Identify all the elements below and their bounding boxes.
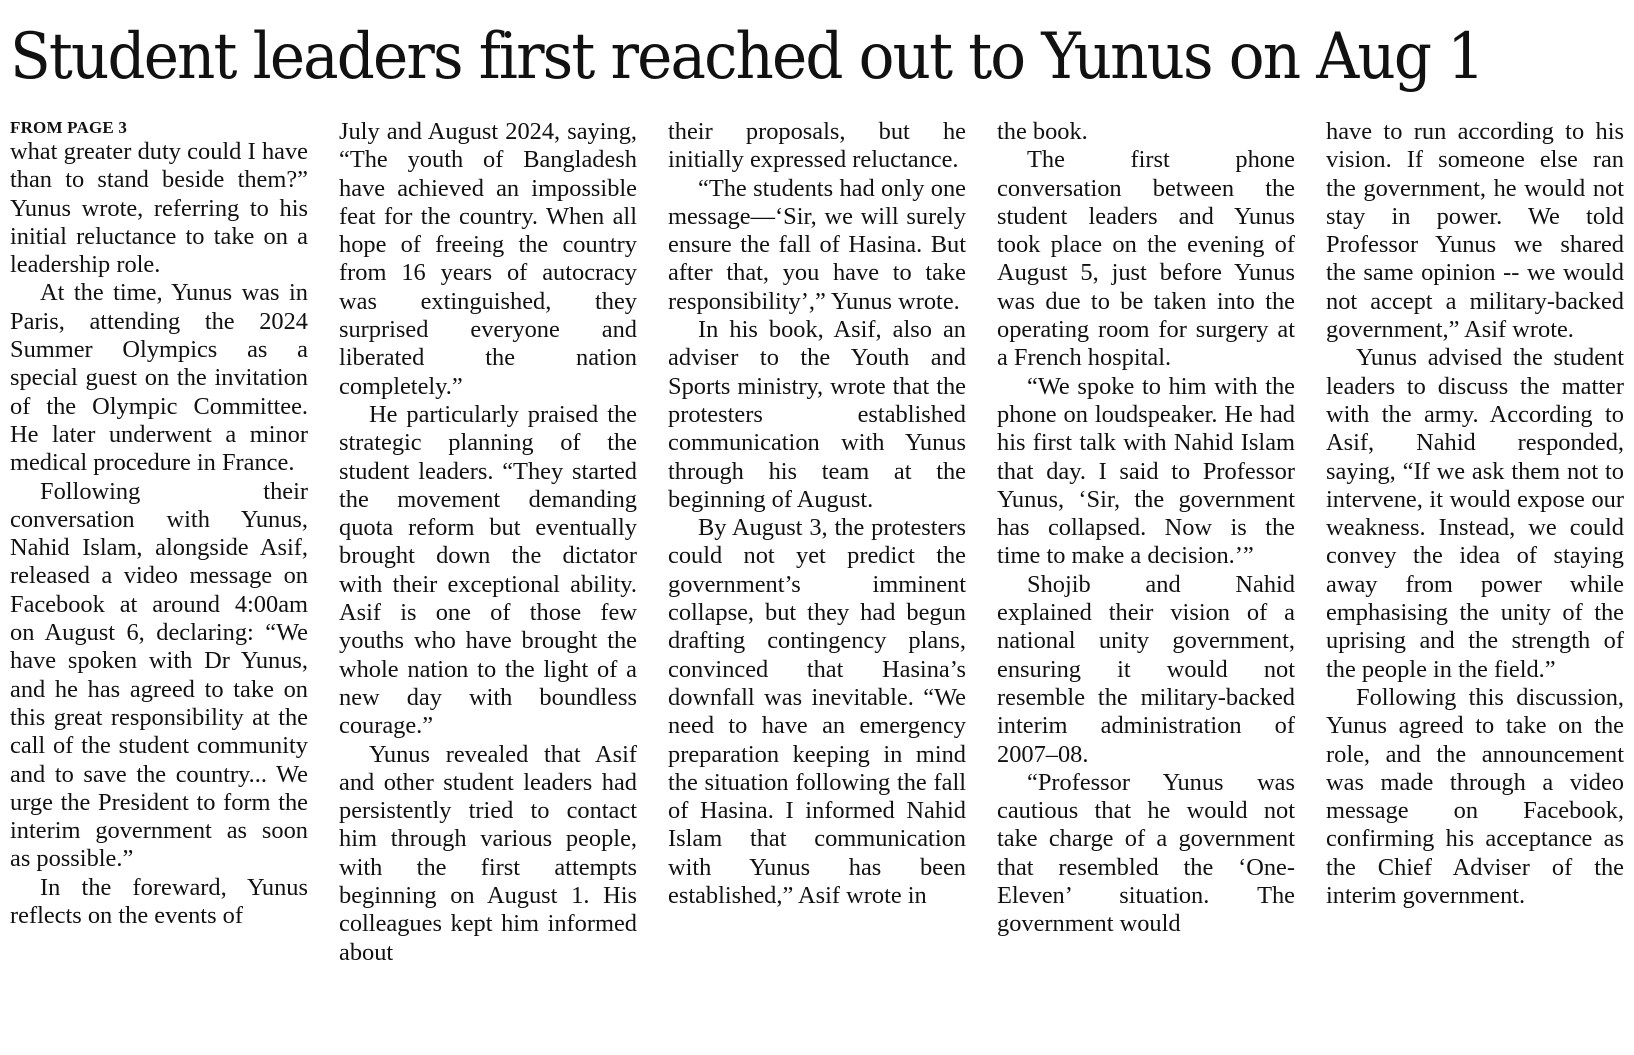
column-5 (1326, 118, 1624, 1043)
paragraph: have to run according to his vision. If someone else ran the government, he would not stay in power. We told Professor Yunus we shared the same opinion -- we would not accept a military-backed government,” Asif wrote. (1326, 118, 1624, 344)
paragraph: the book. (997, 118, 1088, 145)
paragraph: The first phone conversation between the student leaders and Yunus took place on the evening of August 5, just before Yunus was due to be taken into the operating room for surgery at a French hospital. (997, 146, 1295, 372)
paragraph: “Professor Yunus was cautious that he would not take charge of a government that resembled the ‘One-Eleven’ situation. The government would (997, 768, 1295, 938)
paragraph: Shojib and Nahid explained their vision of a national unity government, ensuring it would not resemble the military-backed interim administration of 2007–08. (997, 570, 1295, 768)
paragraph: He particularly praised the strategic planning of the student leaders. “They started the movement demanding quota reform but eventually brought down the dictator with their exceptional ability. Asif is one of those few youths who have brought the whole nation to the light of a new day with boundless courage.” (339, 400, 637, 740)
column-1 (10, 118, 308, 1043)
column-4 (997, 118, 1295, 1043)
paragraph: Yunus advised the student leaders to discuss the matter with the army. According to Asif, Nahid responded, saying, “If we ask them not to intervene, it would expose our weakness. Instead, we could convey the idea of staying away from power while emphasising the unity of the uprising and the strength of the people in the field.” (1326, 344, 1624, 683)
paragraph: what greater duty could I have than to stand beside them?” Yunus wrote, referring to his initial reluctance to take on a leadership role. (10, 138, 308, 279)
paragraph: Yunus revealed that Asif and other student leaders had persistently tried to contact him through various people, with the first attempts beginning on August 1. His colleagues kept him informed about (339, 740, 637, 966)
paragraph: their proposals, but he initially expressed reluctance. (668, 118, 966, 174)
paragraph: Following this discussion, Yunus agreed to take on the role, and the announcement was made through a video message on Facebook, confirming his acceptance as the Chief Adviser of the interim government. (1326, 683, 1624, 910)
column-3 (668, 118, 966, 1043)
headline: Student leaders first reached out to Yunus on Aug 1 (10, 20, 1484, 94)
paragraph: In the foreward, Yunus reflects on the events of (10, 873, 308, 930)
article-columns (10, 118, 1624, 1043)
paragraph: July and August 2024, saying, “The youth of Bangladesh have achieved an impossible feat for the country. When all hope of freeing the country from 16 years of autocracy was extinguished, they surprised everyone and liberated the nation completely.” (339, 118, 637, 400)
paragraph: “We spoke to him with the phone on loudspeaker. He had his first talk with Nahid Islam that day. I said to Professor Yunus, ‘Sir, the government has collapsed. Now is the time to make a decision.’” (997, 372, 1295, 570)
column-2 (339, 118, 637, 1043)
paragraph: At the time, Yunus was in Paris, attending the 2024 Summer Olympics as a special guest on the invitation of the Olympic Committee. He later underwent a minor medical procedure in France. (10, 279, 308, 477)
paragraph: Following their conversation with Yunus, Nahid Islam, alongside Asif, released a video message on Facebook at around 4:00am on August 6, declaring: “We have spoken with Dr Yunus, and he has agreed to take on this great responsibility at the call of the student community and to save the country... We urge the President to form the interim government as soon as possible.” (10, 477, 308, 873)
paragraph: In his book, Asif, also an adviser to the Youth and Sports ministry, wrote that the protesters established communication with Yunus through his team at the beginning of August. (668, 316, 966, 513)
jump-label: FROM PAGE 3 (10, 118, 128, 137)
paragraph: By August 3, the protesters could not yet predict the government’s imminent collapse, but they had begun drafting contingency plans, convinced that Hasina’s downfall was inevitable. “We need to have an emergency preparation keeping in mind the situation following the fall of Hasina. I informed Nahid Islam that communication with Yunus has been established,” Asif wrote in (668, 514, 966, 910)
paragraph: “The students had only one message—‘Sir, we will surely ensure the fall of Hasina. But after that, you have to take responsibility’,” Yunus wrote. (668, 174, 966, 315)
